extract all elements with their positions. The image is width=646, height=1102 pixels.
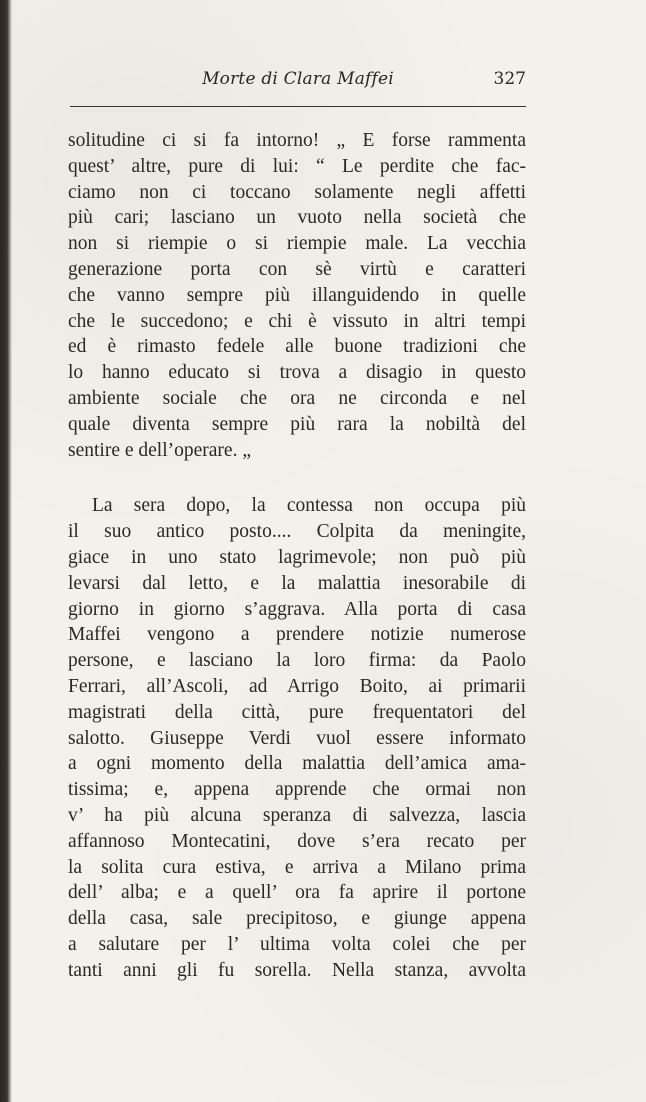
- text-line: v’ ha più alcuna speranza di salvezza, lascia: [68, 804, 526, 826]
- book-spine-shadow: [0, 0, 12, 1102]
- paragraph-2: [68, 493, 526, 983]
- text-line: Maffei vengono a prendere notizie numerose: [68, 624, 526, 646]
- text-line: che vanno sempre più illanguidendo in quelle: [68, 284, 526, 306]
- text-line: il suo antico posto.... Colpita da meningite,: [68, 521, 526, 543]
- text-line: ciamo non ci toccano solamente negli affetti: [68, 181, 526, 203]
- text-line: Ferrari, all’Ascoli, ad Arrigo Boito, ai primarii: [68, 675, 526, 697]
- text-line: solitudine ci si fa intorno! „ E forse rammenta: [68, 130, 526, 151]
- text-line: La sera dopo, la contessa non occupa più: [92, 495, 526, 517]
- text-line: levarsi dal letto, e la malattia inesorabile di: [68, 572, 526, 594]
- text-line: quest’ altre, pure di lui: “ Le perdite che fac-: [68, 155, 526, 177]
- text-line: persone, e lasciano la loro firma: da Paolo: [68, 650, 526, 672]
- page-number: 327: [493, 69, 526, 89]
- text-line: della casa, sale precipitoso, e giunge appena: [68, 908, 526, 930]
- running-title: Morte di Clara Maffei: [202, 69, 394, 89]
- text-line: giace in uno stato lagrimevole; non può più: [68, 546, 526, 568]
- text-line: sentire e dell’operare. „: [68, 439, 251, 461]
- text-line: generazione porta con sè virtù e caratteri: [68, 258, 526, 280]
- text-line: ed è rimasto fedele alle buone tradizioni che: [68, 336, 526, 358]
- header-rule: [70, 106, 526, 107]
- text-line: non si riempie o si riempie male. La vecchia: [68, 233, 526, 255]
- page-header: [70, 66, 526, 92]
- text-line: la solita cura estiva, e arriva a Milano prima: [68, 856, 526, 878]
- text-line: lo hanno educato si trova a disagio in questo: [68, 362, 526, 384]
- text-line: tanti anni gli fu sorella. Nella stanza, avvolta: [68, 959, 526, 981]
- text-line: ambiente sociale che ora ne circonda e nel: [68, 387, 526, 409]
- paragraph-gap: [68, 463, 526, 493]
- text-line: più cari; lasciano un vuoto nella società che: [68, 207, 526, 229]
- text-line: tissima; e, appena apprende che ormai non: [68, 779, 526, 801]
- text-line: a salutare per l’ ultima volta colei che per: [68, 933, 526, 955]
- text-line: che le succedono; e chi è vissuto in altri tempi: [68, 310, 526, 332]
- text-line: quale diventa sempre più rara la nobiltà del: [68, 413, 526, 435]
- body-text: [68, 128, 526, 984]
- text-line: a ogni momento della malattia dell’amica ama-: [68, 753, 526, 775]
- text-line: affannoso Montecatini, dove s’era recato per: [68, 830, 526, 852]
- text-line: giorno in giorno s’aggrava. Alla porta di casa: [68, 598, 526, 620]
- text-line: dell’ alba; e a quell’ ora fa aprire il portone: [68, 882, 526, 904]
- text-line: magistrati della città, pure frequentatori del: [68, 701, 526, 723]
- paragraph-1: [68, 128, 526, 463]
- text-line: salotto. Giuseppe Verdi vuol essere informato: [68, 727, 526, 749]
